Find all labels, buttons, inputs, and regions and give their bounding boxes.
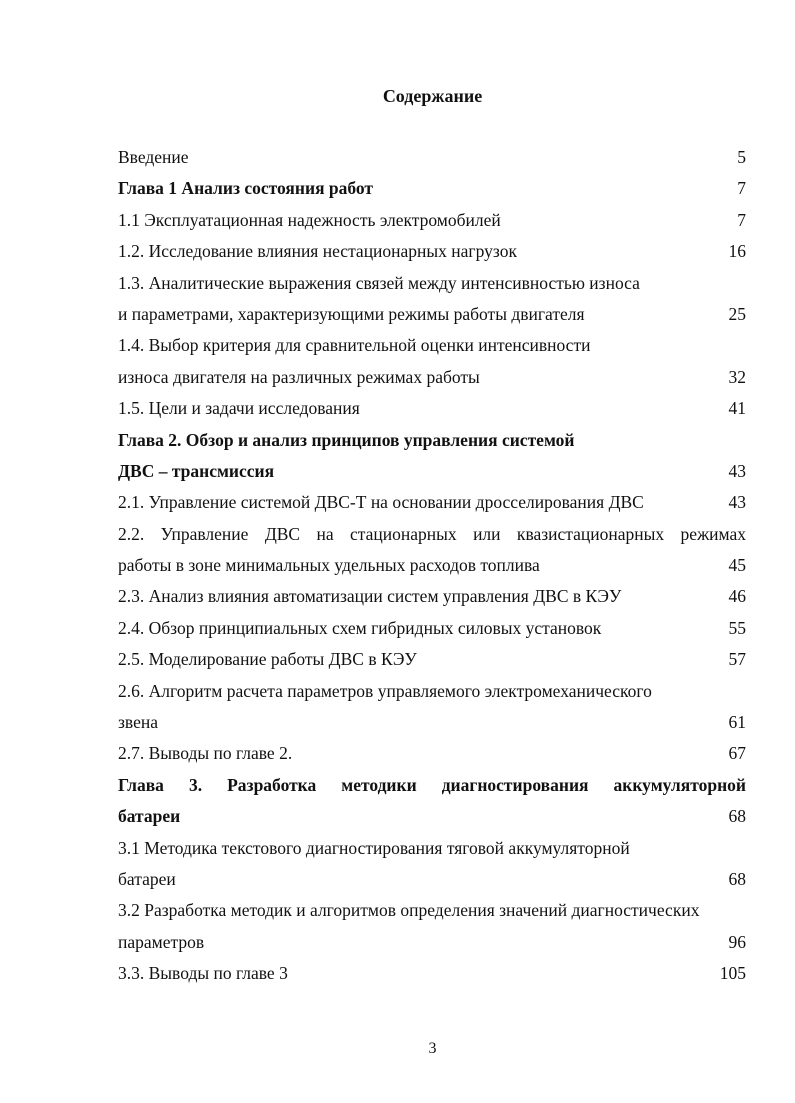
toc-entry-page: 5: [737, 147, 746, 167]
toc-entry-text: 2.3. Анализ влияния автоматизации систем управления ДВС в КЭУ: [118, 586, 622, 607]
toc-entry-page: 41: [728, 398, 746, 419]
toc-entry-text: Глава 2. Обзор и анализ принципов управления системой: [118, 429, 575, 450]
toc-entry: [118, 521, 746, 552]
toc-entry-text: 1.2. Исследование влияния нестационарных нагрузок: [118, 241, 517, 262]
toc-entry: [118, 301, 746, 332]
toc-entry-text: 2.6. Алгоритм расчета параметров управляемого электромеханического: [118, 680, 652, 701]
toc-entry-page: 16: [728, 241, 746, 262]
toc-entry: [118, 489, 746, 520]
toc-entry-text: 2.4. Обзор принципиальных схем гибридных силовых установок: [118, 617, 602, 638]
toc-entry-page: 105: [719, 963, 746, 984]
toc-entry: [118, 897, 746, 928]
toc-entry-page: 55: [728, 617, 746, 638]
toc-chapter-heading: [118, 772, 746, 803]
toc-entry-text: 3.1 Методика текстового диагностирования тяговой аккумуляторной: [118, 837, 630, 858]
toc-entry-page: 43: [728, 492, 746, 513]
toc-entry-page: 46: [728, 586, 746, 607]
toc-entry-page: 68: [728, 806, 746, 827]
toc-entry-page: 96: [728, 931, 746, 952]
table-of-contents: [118, 144, 746, 992]
toc-entry: [118, 364, 746, 395]
toc-entry-text: Глава 1 Анализ состояния работ: [118, 178, 374, 199]
toc-entry: [118, 615, 746, 646]
toc-entry: [118, 144, 746, 175]
toc-entry-page: 45: [728, 555, 746, 576]
page-number: 3: [428, 1040, 437, 1057]
toc-entry-text: 1.1 Эксплуатационная надежность электромобилей: [118, 209, 501, 230]
toc-entry-text: 2.5. Моделирование работы ДВС в КЭУ: [118, 649, 417, 670]
toc-entry-text: ДВС – трансмиссия: [118, 460, 275, 481]
toc-entry-page: 57: [728, 649, 746, 670]
toc-entry-text: и параметрами, характеризующими режимы работы двигателя: [118, 303, 585, 324]
toc-entry-page: 25: [728, 303, 746, 324]
toc-entry-text: батареи: [118, 806, 181, 827]
toc-entry-text: батареи: [118, 868, 176, 889]
toc-entry: [118, 960, 746, 991]
toc-entry-text: 2.2. Управление ДВС на стационарных или квазистационарных режимах: [118, 523, 746, 544]
toc-entry: [118, 332, 746, 363]
toc-entry: [118, 678, 746, 709]
toc-entry-page: 68: [728, 868, 746, 889]
toc-entry-text: 2.7. Выводы по главе 2.: [118, 743, 293, 764]
document-title: Содержание: [382, 86, 483, 106]
toc-entry-page: 61: [728, 712, 746, 733]
toc-entry-text: 2.1. Управление системой ДВС-Т на основании дросселирования ДВС: [118, 492, 644, 513]
toc-entry-page: 7: [737, 209, 746, 230]
toc-entry: [118, 866, 746, 897]
toc-entry: [118, 270, 746, 301]
toc-entry-text: 1.3. Аналитические выражения связей между интенсивностью износа: [118, 272, 640, 293]
toc-entry-page: 43: [728, 460, 746, 481]
toc-entry-text: 1.4. Выбор критерия для сравнительной оценки интенсивности: [118, 335, 591, 356]
toc-chapter-heading: [118, 803, 746, 834]
toc-entry: [118, 583, 746, 614]
toc-entry: [118, 395, 746, 426]
toc-entry-page: 32: [728, 366, 746, 387]
toc-entry: [118, 238, 746, 269]
toc-entry: [118, 740, 746, 771]
toc-entry-text: 3.2 Разработка методик и алгоритмов определения значений диагностических: [118, 900, 700, 921]
toc-entry: [118, 207, 746, 238]
toc-entry: [118, 929, 746, 960]
toc-entry-text: износа двигателя на различных режимах работы: [118, 366, 480, 387]
toc-entry-text: параметров: [118, 931, 205, 952]
toc-chapter-heading: [118, 427, 746, 458]
toc-entry: [118, 835, 746, 866]
toc-entry-page: 7: [737, 178, 746, 199]
toc-entry-page: 67: [728, 743, 746, 764]
toc-entry-text: работы в зоне минимальных удельных расходов топлива: [118, 555, 540, 576]
toc-entry-text: звена: [118, 712, 158, 733]
toc-chapter-heading: [118, 175, 746, 206]
toc-entry-text: Введение: [118, 147, 189, 167]
toc-chapter-heading: [118, 458, 746, 489]
toc-entry-text: 3.3. Выводы по главе 3: [118, 963, 288, 984]
toc-entry: [118, 646, 746, 677]
toc-entry: [118, 552, 746, 583]
toc-entry-text: Глава 3. Разработка методики диагностирования аккумуляторной: [118, 774, 746, 795]
toc-entry-text: 1.5. Цели и задачи исследования: [118, 398, 360, 419]
toc-entry: [118, 709, 746, 740]
